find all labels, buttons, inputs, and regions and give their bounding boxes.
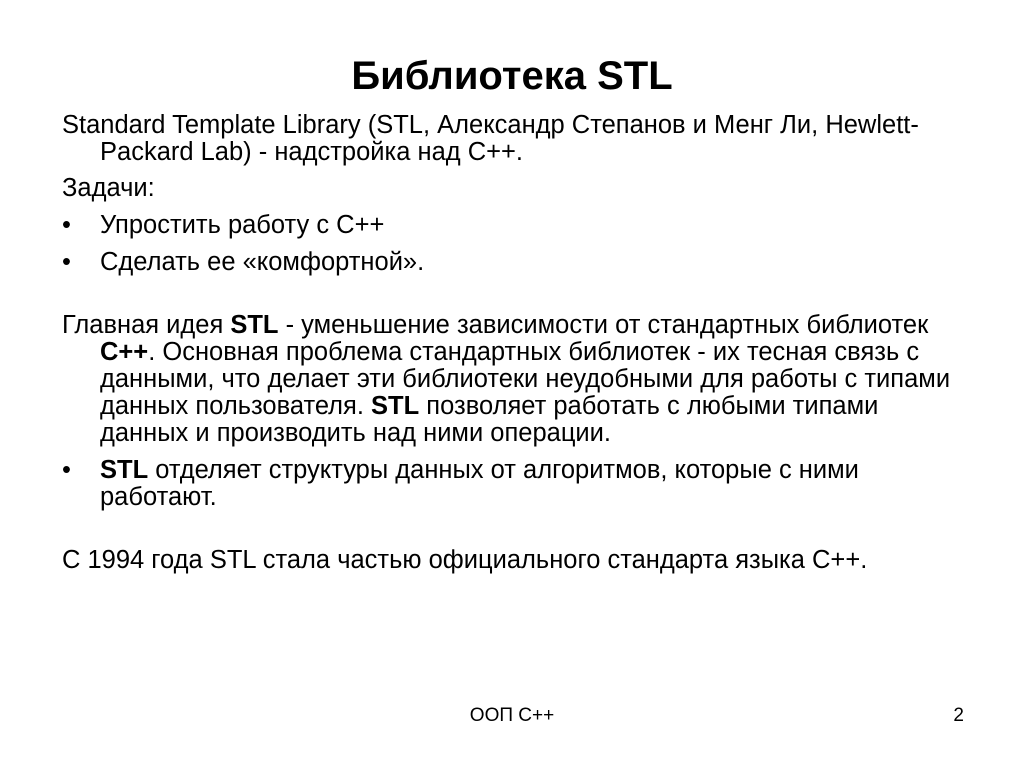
bullet-icon: • <box>62 211 71 239</box>
slide-content <box>62 112 972 574</box>
bullet-icon: • <box>62 248 71 276</box>
main-idea-stl-term: STL <box>230 311 279 339</box>
main-idea-stl-term: STL <box>371 392 420 420</box>
conclusion-paragraph: С 1994 года STL стала частью официального стандарта языка C++. <box>62 546 868 574</box>
stl-bullet-item <box>62 457 972 511</box>
main-idea-cpp-term: C++ <box>100 338 149 366</box>
slide-title: Библиотека STL <box>351 54 673 98</box>
task-item <box>62 212 972 239</box>
task-item <box>62 249 972 276</box>
task-text: Упростить работу с C++ <box>100 211 385 239</box>
footer-page-number: 2 <box>953 705 964 726</box>
bullet-icon: • <box>62 456 71 484</box>
tasks-heading: Задачи: <box>62 174 155 202</box>
intro-paragraph: Standard Template Library (STL, Александр Степанов и Менг Ли, Hewlett-Packard Lab) - надстройка над C++. <box>62 111 919 166</box>
main-idea-text: позволяет работать с любыми типами данных и производить над ними операции. <box>100 392 879 447</box>
footer-course-label: ООП C++ <box>469 705 555 726</box>
main-idea-paragraph <box>62 312 972 447</box>
main-idea-text: Главная идея <box>62 311 231 339</box>
task-text: Сделать ее «комфортной». <box>100 248 425 276</box>
main-idea-text: . Основная проблема стандартных библиотек - их тесная связь с данными, что делает эти библиотеки неудобными для работы с типами данных пользователя. <box>100 338 951 420</box>
stl-bullet-text: отделяет структуры данных от алгоритмов, которые с ними работают. <box>100 456 859 511</box>
main-idea-text: - уменьшение зависимости от стандартных библиотек <box>278 311 929 339</box>
stl-bullet-term: STL <box>100 456 149 484</box>
